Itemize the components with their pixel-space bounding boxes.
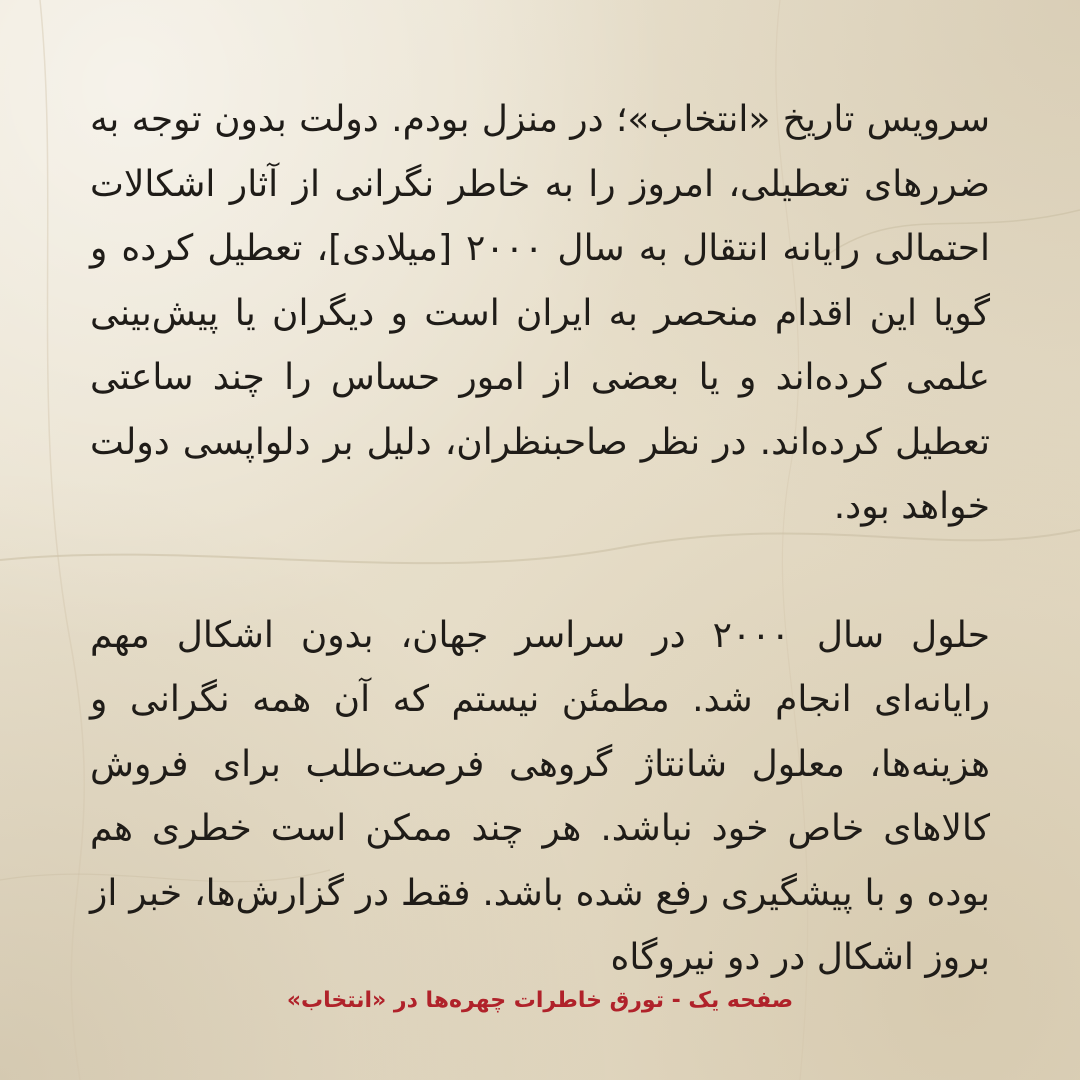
footer-caption: صفحه یک - تورق خاطرات چهره‌ها در «انتخاب» (286, 988, 794, 1013)
article-body (90, 88, 990, 991)
article-paragraph-1: سرویس تاریخ «انتخاب»؛ در منزل بودم. دولت بدون توجه به ضررهای تعطیلی، امروز را به خاطر نگرانی از آثار اشکالات احتمالی رایانه انتقال به سال ۲۰۰۰ [میلادی]، تعطیل کرده و گویا این اقدام منحصر به ایران است و دیگران یا پیش‌بینی علمی کرده‌اند و یا بعضی از امور حساس را چند ساعتی تعطیل کرده‌اند. در نظر صاحبنظران، دلیل بر دلواپسی دولت خواهد بود. (90, 99, 990, 527)
article-paragraph-2: حلول سال ۲۰۰۰ در سراسر جهان، بدون اشکال مهم رایانه‌ای انجام شد. مطمئن نیستم که آن همه نگرانی و هزینه‌ها، معلول شانتاژ گروهی فرصت‌طلب برای فروش کالاهای خاص خود نباشد. هر چند ممکن است خطری هم بوده و با پیشگیری رفع شده باشد. فقط در گزارش‌ها، خبر از بروز اشکال در دو نیروگاه (90, 614, 990, 978)
